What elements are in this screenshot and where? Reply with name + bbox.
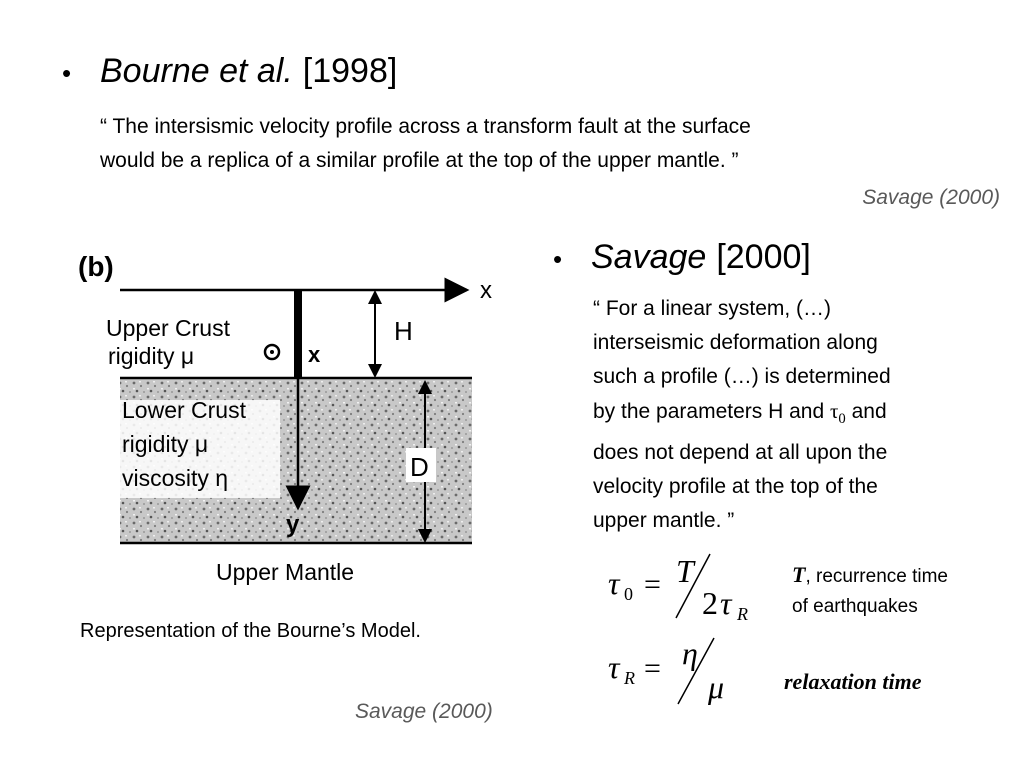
recurrence-symbol: T xyxy=(792,562,806,587)
tau-zero-symbol: $\tau_0$ xyxy=(829,399,846,428)
quote-line: velocity profile at the top of the xyxy=(593,475,878,499)
x-marker-label: x xyxy=(308,342,321,367)
quote-line: interseismic deformation along xyxy=(593,331,878,354)
recurrence-line-1 xyxy=(792,560,1012,592)
eq1-tau-r: τ xyxy=(720,585,732,621)
eq1-equals: = xyxy=(644,568,661,601)
quote-line: does not depend at all upon the xyxy=(593,441,888,465)
quote-line-tail: and xyxy=(845,400,887,423)
equations xyxy=(600,548,780,723)
bourne-model-diagram xyxy=(62,240,522,600)
bullet-savage xyxy=(553,238,811,277)
eq1-two: 2 xyxy=(702,585,718,621)
bullet-bourne xyxy=(62,52,397,91)
bullet-year: [1998] xyxy=(302,52,398,90)
lower-crust-title: Lower Crust xyxy=(122,397,246,423)
equation-svg xyxy=(600,548,780,718)
h-label: H xyxy=(394,316,413,346)
citation-top: Savage (2000) xyxy=(862,186,1000,209)
eq1-r-subscript: R xyxy=(737,604,748,624)
h-arrow-down xyxy=(368,364,382,378)
bullet-dot: • xyxy=(553,244,563,274)
quote-line xyxy=(593,394,973,436)
upper-mantle-label: Upper Mantle xyxy=(216,559,355,585)
eq2-eta: η xyxy=(682,635,698,671)
recurrence-note xyxy=(792,560,1012,622)
quote-line: “ For a linear system, (…) xyxy=(593,297,832,320)
eq1-numerator: T xyxy=(676,553,694,589)
quote-savage xyxy=(593,292,973,538)
citation-bottom: Savage (2000) xyxy=(355,700,493,723)
eq2-mu: μ xyxy=(708,669,725,705)
figure-caption: Representation of the Bourne’s Model. xyxy=(80,620,421,642)
quote-line-text: by the parameters H and xyxy=(593,400,830,423)
bullet-dot: • xyxy=(62,58,72,88)
panel-label: (b) xyxy=(78,251,114,282)
recurrence-text: , recurrence time xyxy=(805,566,948,587)
eq1-subscript: 0 xyxy=(624,584,633,604)
lower-crust-viscosity: viscosity η xyxy=(122,465,229,491)
x-axis-label: x xyxy=(480,277,492,304)
quote-line: “ The intersismic velocity profile across a transform fault at the surface xyxy=(100,115,751,138)
out-of-plane-dot xyxy=(270,350,274,354)
bullet-author: Bourne et al. xyxy=(100,52,293,90)
quote-line: upper mantle. ” xyxy=(593,509,735,533)
upper-crust-rigidity: rigidity μ xyxy=(108,343,195,369)
eq2-tau: τ xyxy=(608,649,620,685)
quote-bourne xyxy=(100,110,980,178)
eq2-equals: = xyxy=(644,652,661,685)
recurrence-line-2: of earthquakes xyxy=(792,596,918,617)
quote-line: such a profile (…) is determined xyxy=(593,365,891,388)
upper-crust-title: Upper Crust xyxy=(106,315,230,341)
bullet-year: [2000] xyxy=(716,238,811,276)
eq2-subscript: R xyxy=(624,668,635,688)
quote-line: would be a replica of a similar profile at the top of the upper mantle. ” xyxy=(100,149,739,172)
h-arrow-up xyxy=(368,290,382,304)
bullet-author: Savage xyxy=(591,238,707,276)
d-label: D xyxy=(410,452,429,482)
eq1-tau: τ xyxy=(608,565,620,601)
bourne-model-figure xyxy=(62,240,522,605)
y-axis-label: y xyxy=(286,511,300,538)
relaxation-note: relaxation time xyxy=(784,669,922,694)
lower-crust-rigidity: rigidity μ xyxy=(122,431,209,457)
